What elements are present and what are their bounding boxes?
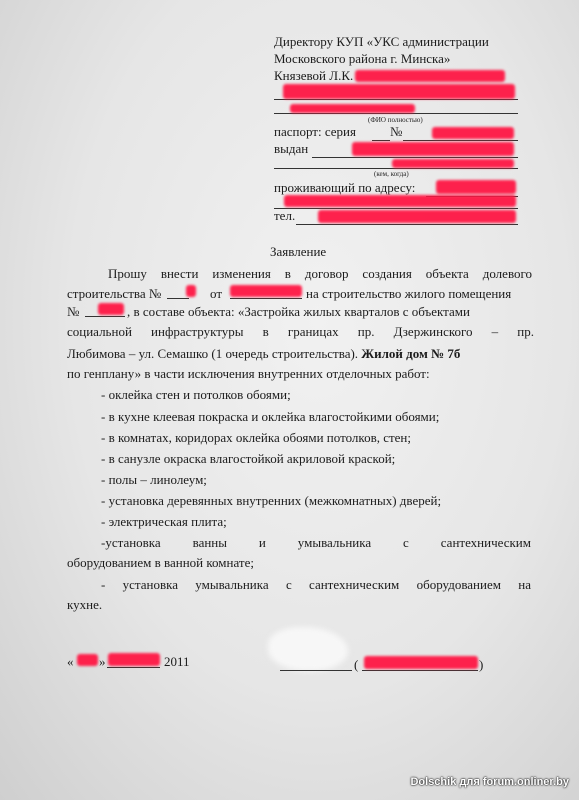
- paragraph-text: на строительство жилого помещения: [306, 286, 512, 301]
- redaction-mark: [352, 142, 514, 156]
- redaction-mark: [186, 285, 196, 297]
- redaction-mark: [436, 180, 516, 194]
- phone-line: [296, 224, 518, 225]
- issued-caption: (кем, когда): [374, 170, 409, 178]
- redaction-mark: [98, 303, 124, 315]
- addressee-line-1: Директору КУП «УКС администрации: [274, 34, 489, 49]
- phone-label: тел.: [274, 208, 296, 223]
- list-item-text: - установка умывальника с сантехническим оборудованием на: [101, 577, 531, 592]
- redaction-mark: [284, 195, 516, 207]
- paragraph-text: №: [67, 304, 80, 319]
- passport-label: паспорт: серия: [274, 124, 356, 139]
- issued-line-1: [312, 157, 518, 158]
- paragraph-line-2c: [306, 284, 511, 304]
- date-month-line: [107, 667, 160, 668]
- list-item-text: -установка ванны и умывальника с сантехническим: [101, 535, 531, 550]
- redaction-mark: [108, 653, 160, 666]
- date-quote-close: »: [99, 654, 106, 669]
- passport-number-line: [403, 140, 518, 141]
- addressee-line-2: Московского района г. Минска»: [274, 51, 451, 66]
- watermark-text: Dolschik для forum.onliner.by: [410, 776, 569, 788]
- signature-line: [280, 670, 352, 671]
- paragraph-text: социальной инфраструктуры в границах пр. Дзержинского – пр.: [67, 324, 534, 339]
- redaction-mark: [355, 70, 505, 82]
- contract-number-line: [167, 298, 189, 299]
- paragraph-text: от: [210, 286, 223, 301]
- signature-blot: [268, 627, 348, 671]
- issued-line-2: [274, 168, 518, 169]
- paragraph-text: строительства №: [67, 286, 162, 301]
- apartment-number-line: [85, 316, 125, 317]
- paragraph-line-5: [67, 344, 460, 364]
- redaction-mark: [290, 104, 415, 113]
- list-item: - в санузле окраска влагостойкой акриловой краской;: [101, 451, 396, 466]
- passport-number-label: №: [390, 124, 403, 139]
- list-item-continuation: кухне.: [67, 597, 103, 612]
- redaction-mark: [432, 127, 514, 139]
- redaction-mark: [230, 285, 302, 297]
- redaction-mark: [364, 656, 478, 669]
- list-item: - в кухне клеевая покраска и оклейка влагостойкими обоями;: [101, 409, 440, 424]
- document-title: Заявление: [270, 244, 327, 259]
- redaction-mark: [77, 654, 98, 666]
- paragraph-line-1: [108, 264, 532, 284]
- paragraph-line-3: [67, 302, 79, 322]
- list-item: [101, 533, 531, 553]
- paragraph-line-3b: [127, 302, 470, 322]
- fio-caption: (ФИО полностью): [368, 116, 423, 124]
- address-line-2: [274, 208, 518, 209]
- paragraph-text: Любимова – ул. Семашко (1 очередь строительства).: [67, 346, 359, 361]
- paragraph-line-2: [67, 284, 161, 304]
- addressee-line-3: Князевой Л.К.: [274, 68, 354, 83]
- issued-label: выдан: [274, 141, 309, 156]
- redaction-mark: [392, 159, 514, 168]
- paragraph-text: Прошу внести изменения в договор создания объекта долевого: [108, 266, 532, 281]
- fio-line-2: [274, 113, 518, 114]
- signature-paren-open: (: [354, 657, 359, 672]
- list-item: - полы – линолеум;: [101, 472, 207, 487]
- contract-date-line: [230, 298, 302, 299]
- paragraph-text: по генплану» в части исключения внутренних отделочных работ:: [67, 366, 430, 381]
- list-item: - оклейка стен и потолков обоями;: [101, 387, 291, 402]
- date-year: 2011: [164, 654, 190, 669]
- redaction-mark: [318, 210, 516, 223]
- list-item-continuation: оборудованием в ванной комнате;: [67, 555, 254, 570]
- paragraph-line-4: [67, 322, 534, 342]
- date-quote-open: «: [67, 654, 74, 669]
- building-name: Жилой дом № 7б: [361, 346, 461, 361]
- paragraph-line-6: [67, 364, 430, 384]
- signature-paren-close: ): [479, 657, 484, 672]
- redaction-mark: [283, 84, 515, 99]
- list-item: - электрическая плита;: [101, 514, 227, 529]
- paragraph-line-2b: [210, 284, 222, 304]
- list-item: - установка деревянных внутренних (межкомнатных) дверей;: [101, 493, 442, 508]
- address-label: проживающий по адресу:: [274, 180, 416, 195]
- list-item: [101, 575, 531, 595]
- fio-line-1: [274, 99, 518, 100]
- passport-series-line: [372, 140, 390, 141]
- paragraph-text: , в составе объекта: «Застройка жилых кварталов с объектами: [127, 304, 470, 319]
- signature-name-line: [362, 670, 478, 671]
- list-item: - в комнатах, коридорах оклейка обоями потолков, стен;: [101, 430, 411, 445]
